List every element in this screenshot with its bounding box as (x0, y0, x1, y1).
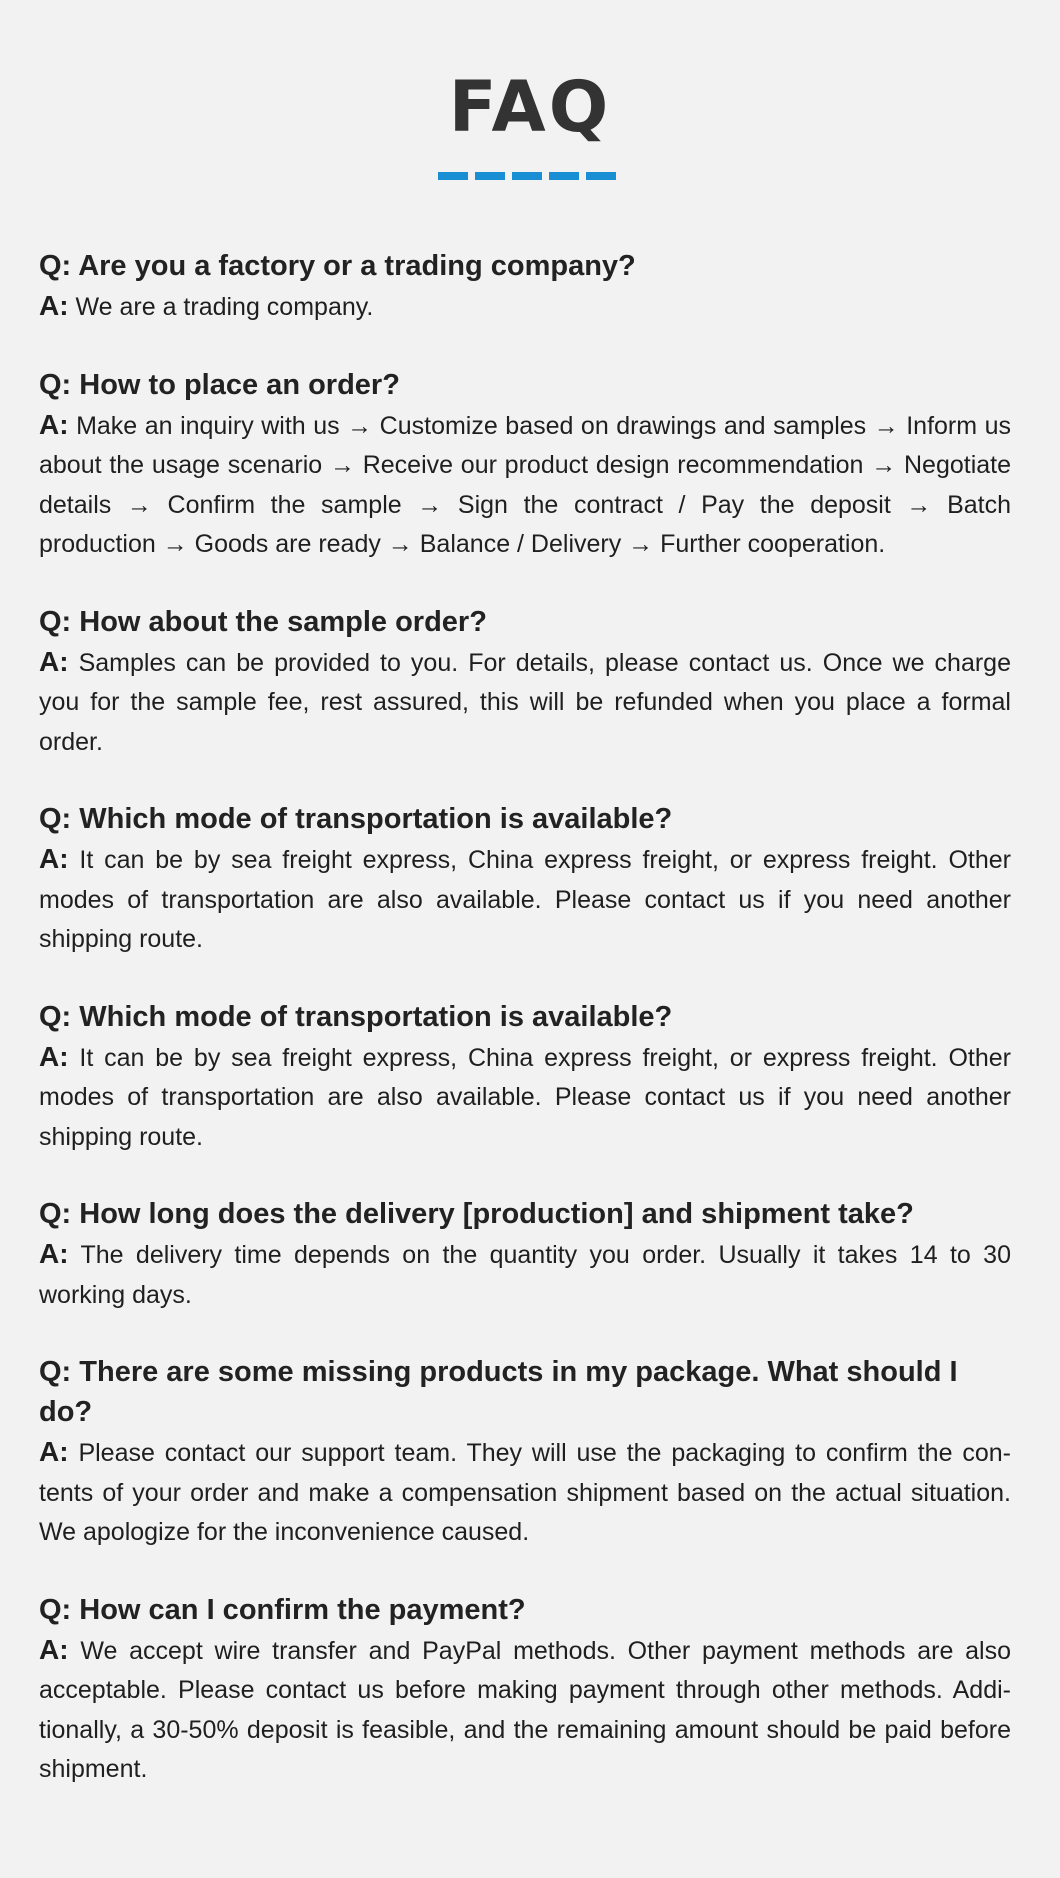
answer-text: It can be by sea freight express, China express freight, or express freight. Other modes of transportation are also available. Please contact us if you need another shipping route. (39, 846, 1011, 953)
faq-item (39, 799, 1011, 960)
faq-question: Q: There are some missing products in my package. What should I do? (39, 1356, 958, 1428)
answer-text: Please contact our support team. They will use the packaging to confirm the contents of your order and make a compensation shipment based on the actual situation. We apologize for the inconvenience caused. (39, 1439, 1011, 1546)
divider-dash (438, 172, 468, 180)
faq-answer (39, 839, 1011, 960)
answer-label: A: (39, 290, 69, 321)
answer-label: A: (39, 1436, 69, 1467)
faq-answer (39, 1432, 1011, 1553)
faq-item (39, 602, 1011, 763)
faq-question: Q: How can I confirm the payment? (39, 1593, 526, 1626)
faq-list (39, 246, 1011, 1827)
answer-text: It can be by sea freight express, China express freight, or express freight. Other modes of transportation are also available. Please contact us if you need another shipping route. (39, 1043, 1011, 1151)
faq-item (39, 1352, 1011, 1553)
answer-text: We are a trading company. (75, 293, 374, 321)
answer-label: A: (39, 843, 69, 874)
answer-text: The delivery time depends on the quantity you order. Usually it takes 14 to 30 working days. (39, 1241, 1011, 1309)
faq-item (39, 246, 1011, 328)
faq-question: Q: Which mode of transportation is available? (39, 803, 673, 835)
faq-item (39, 1590, 1011, 1790)
faq-question: Q: Which mode of transportation is available? (39, 1000, 673, 1033)
answer-label: A: (39, 1040, 69, 1072)
answer-label: A: (39, 1633, 69, 1665)
answer-text: Make an inquiry with us → Customize based on drawings and samples → Inform us about the usage scenario → Receive our product design recommendation → Negotiate details → Confirm the sample → Sign the contract / Pay the deposit → Batch production → Goods are ready → Balance / Delivery → Further cooperation. (39, 411, 1011, 558)
answer-label: A: (39, 645, 69, 677)
faq-item (39, 365, 1011, 565)
page-title: FAQ (448, 66, 612, 148)
faq-question: Q: Are you a factory or a trading company? (39, 250, 636, 282)
faq-question: Q: How long does the delivery [production] and shipment take? (39, 1198, 914, 1230)
faq-answer (39, 286, 1011, 328)
faq-answer (39, 1037, 1011, 1158)
faq-answer (39, 405, 1011, 565)
faq-answer (39, 642, 1011, 763)
faq-question: Q: How about the sample order? (39, 605, 487, 638)
answer-text: Samples can be provided to you. For details, please contact us. Once we charge you for the sample fee, rest assured, this will be refunded when you place a formal order. (39, 648, 1011, 756)
divider-dash (586, 172, 616, 180)
divider-dash (512, 172, 542, 180)
divider-dash (549, 172, 579, 180)
faq-item (39, 997, 1011, 1158)
faq-item (39, 1194, 1011, 1315)
title-divider (438, 172, 616, 180)
faq-answer (39, 1630, 1011, 1790)
faq-question: Q: How to place an order? (39, 368, 400, 401)
answer-label: A: (39, 1238, 69, 1269)
answer-label: A: (39, 408, 69, 440)
answer-text: We accept wire transfer and PayPal methods. Other payment methods are also acceptable. Please contact us before making payment through other methods. Additionally, a 30-50% deposit is feasible, and the remaining amount should be paid before shipment. (39, 1636, 1011, 1783)
divider-dash (475, 172, 505, 180)
faq-answer (39, 1234, 1011, 1315)
